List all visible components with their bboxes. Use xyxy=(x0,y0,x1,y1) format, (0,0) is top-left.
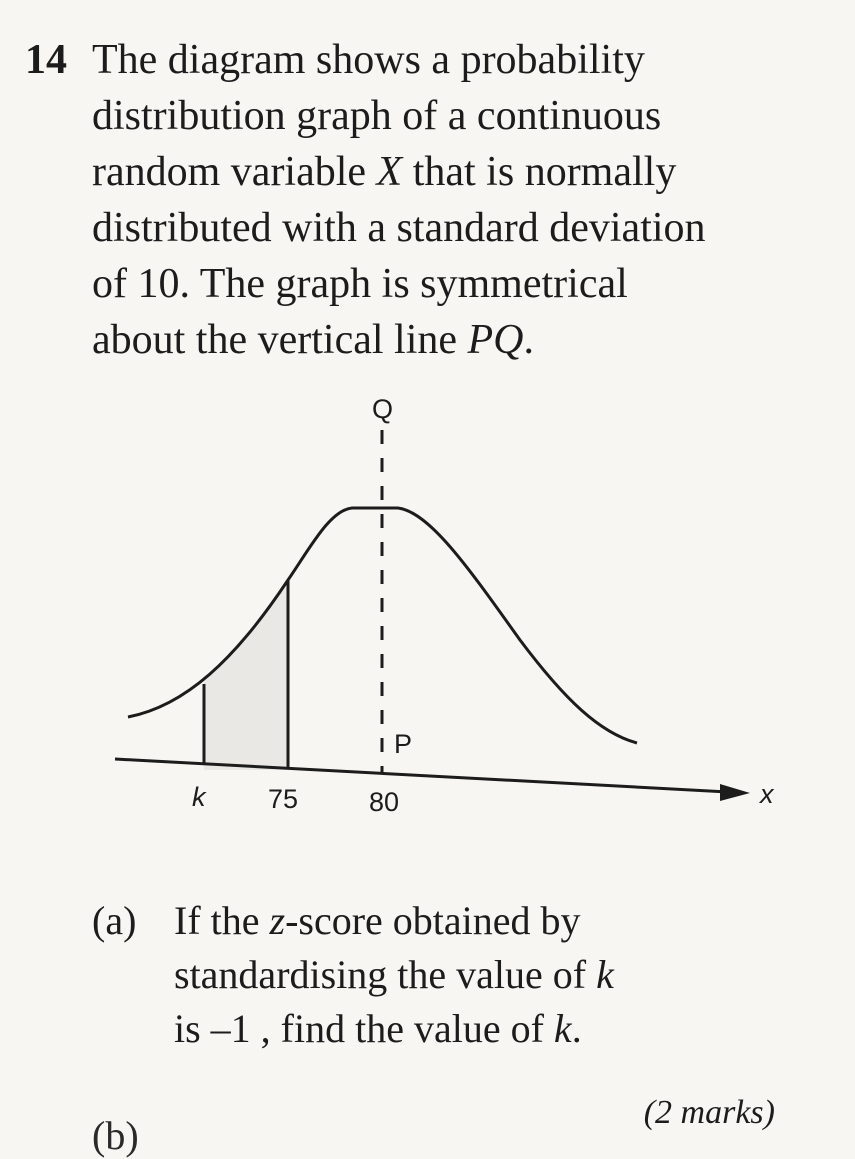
part-a-line: If the z-score obtained by xyxy=(174,898,581,943)
label-q: Q xyxy=(372,394,394,424)
label-p: P xyxy=(394,729,413,759)
stem-line: The diagram shows a probability xyxy=(92,37,645,83)
tick-label-80: 80 xyxy=(369,787,400,817)
question-number: 14 xyxy=(25,37,67,83)
stem-line: of 10. The graph is symmetrical xyxy=(92,261,628,307)
stem-line: about the vertical line PQ. xyxy=(92,317,535,363)
next-part-fragment: (b) xyxy=(92,1113,139,1158)
axis-label-x: x xyxy=(760,779,774,809)
stem-line: distributed with a standard deviation xyxy=(92,205,706,251)
part-a-text xyxy=(174,894,774,1056)
x-axis xyxy=(115,759,728,792)
tick-label-k: k xyxy=(192,782,206,812)
normal-distribution-diagram xyxy=(0,380,855,820)
tick-label-75: 75 xyxy=(268,784,299,814)
variable-x: X xyxy=(376,149,403,195)
question-stem xyxy=(92,32,792,368)
part-a-line: is –1 , find the value of k. xyxy=(174,1006,582,1051)
stem-line: distribution graph of a continuous xyxy=(92,93,662,139)
part-a-label: (a) xyxy=(92,898,137,943)
line-pq-label: PQ xyxy=(467,317,524,363)
marks-allocation: (2 marks) xyxy=(643,1094,775,1131)
part-a-line: standardising the value of k xyxy=(174,952,614,997)
stem-line: random variable X that is normally xyxy=(92,149,677,195)
shaded-region xyxy=(128,508,352,770)
x-axis-arrow xyxy=(720,784,750,801)
